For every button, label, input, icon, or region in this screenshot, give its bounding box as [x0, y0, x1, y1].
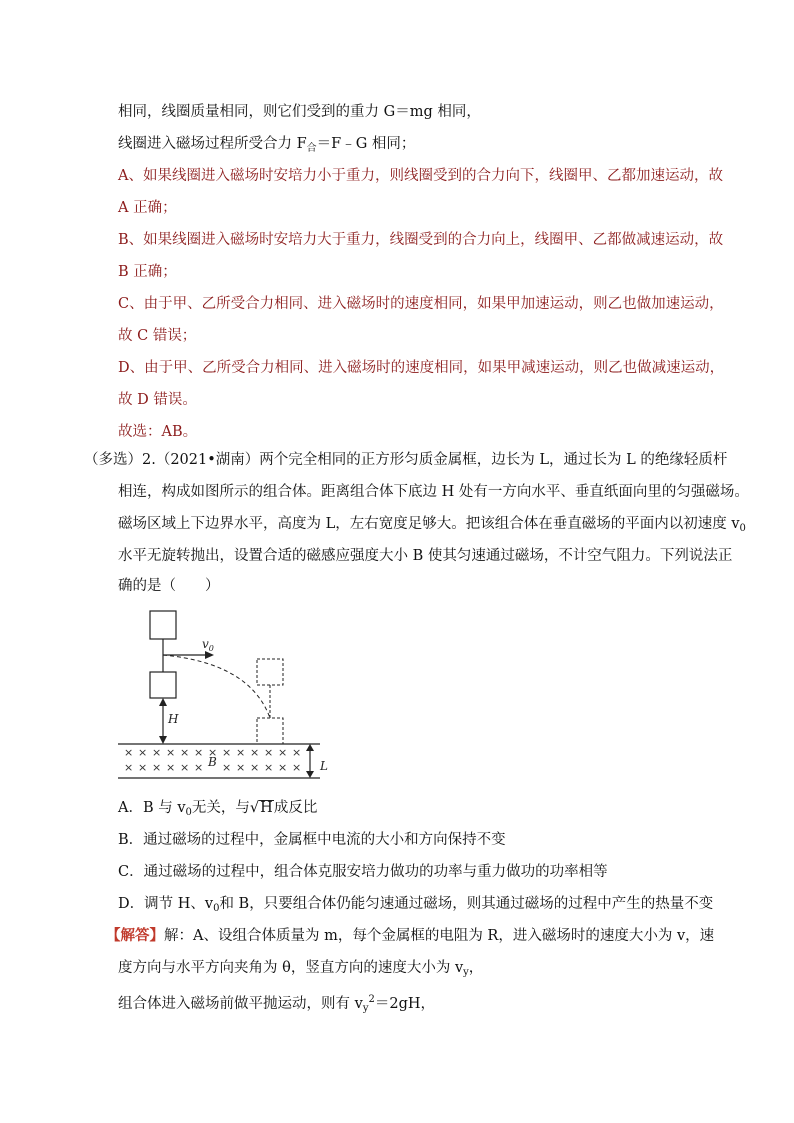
- field-cross: ×: [278, 761, 288, 774]
- lower-metal-frame: [150, 672, 176, 698]
- solution-line: 相同，线圈质量相同，则它们受到的重力 G＝mg 相同，: [118, 104, 481, 120]
- field-cross: ×: [250, 746, 260, 759]
- field-cross: ×: [208, 746, 218, 759]
- solution-line: A 正确；: [118, 200, 177, 216]
- solution-line: C、由于甲、乙所受合力相同、进入磁场时的速度相同，如果甲加速运动，则乙也做加速运动，: [118, 296, 724, 312]
- solution-line: B 正确；: [118, 264, 177, 280]
- solution-line: D、由于甲、乙所受合力相同、进入磁场时的速度相同，如果甲减速运动，则乙也做减速运动，: [118, 360, 725, 376]
- field-cross: ×: [264, 746, 274, 759]
- question-line: （多选）2.（2021•湖南）两个完全相同的正方形匀质金属框，边长为 L，通过长为 L 的绝缘轻质杆: [84, 452, 728, 468]
- field-cross: ×: [152, 761, 162, 774]
- question-line: 确的是（ ）: [118, 578, 220, 594]
- option-c: C．通过磁场的过程中，组合体克服安培力做功的功率与重力做功的功率相等: [118, 864, 608, 880]
- upper-metal-frame: [150, 611, 176, 639]
- question-line: 磁场区域上下边界水平，高度为 L，左右宽度足够大。把该组合体在垂直磁场的平面内以初速度 $v_0$: [118, 516, 746, 534]
- physics-diagram: [110, 605, 340, 785]
- b-label: B: [208, 755, 217, 769]
- option-b: B．通过磁场的过程中，金属框中电流的大小和方向保持不变: [118, 832, 506, 848]
- solution-line: 故 C 错误；: [118, 328, 197, 344]
- answer-line: 【解答】解：A、设组合体质量为 m，每个金属框的电阻为 R，进入磁场时的速度大小为 v，速: [106, 927, 715, 944]
- solution-line: 线圈进入磁场过程所受合力 $F_合=F﹣G$ 相同；: [118, 136, 416, 154]
- h-label: H: [168, 712, 179, 726]
- field-cross: ×: [138, 761, 148, 774]
- field-cross: ×: [278, 746, 288, 759]
- field-cross: ×: [222, 761, 232, 774]
- dashed-upper-frame: [257, 659, 283, 685]
- field-cross: ×: [138, 746, 148, 759]
- dashed-lower-frame: [257, 718, 283, 744]
- field-cross: ×: [166, 761, 176, 774]
- field-cross: ×: [292, 746, 302, 759]
- field-cross: ×: [292, 761, 302, 774]
- trajectory-curve: [163, 655, 270, 718]
- field-cross: ×: [194, 761, 204, 774]
- question-line: 水平无旋转抛出，设置合适的磁感应强度大小 B 使其匀速通过磁场，不计空气阻力。下列说法正: [118, 548, 733, 564]
- field-cross: ×: [124, 746, 134, 759]
- v0-label: $v_0$: [202, 637, 214, 653]
- answer-line: 组合体进入磁场前做平抛运动，则有 $v_y^2=2gH$，: [118, 994, 435, 1014]
- question-line: 相连，构成如图所示的组合体。距离组合体下底边 H 处有一方向水平、垂直纸面向里的匀强磁场。: [118, 484, 749, 500]
- answer-tag: 【解答】: [106, 927, 164, 944]
- field-cross: ×: [180, 746, 190, 759]
- field-cross: ×: [250, 761, 260, 774]
- field-cross: ×: [194, 746, 204, 759]
- solution-line: B、如果线圈进入磁场时安培力大于重力，线圈受到的合力向上，线圈甲、乙都做减速运动，故: [118, 232, 724, 248]
- field-cross: ×: [152, 746, 162, 759]
- option-a: A．B 与 $v_0$无关，与√H成反比: [118, 800, 318, 818]
- field-cross: ×: [180, 761, 190, 774]
- option-d: D．调节 H、$v_0$和 B，只要组合体仍能匀速通过磁场，则其通过磁场的过程中产生的热量不变: [118, 896, 714, 914]
- l-label: L: [320, 759, 328, 773]
- field-cross: ×: [236, 746, 246, 759]
- solution-line: A、如果线圈进入磁场时安培力小于重力，则线圈受到的合力向下，线圈甲、乙都加速运动，故: [118, 168, 723, 184]
- solution-line: 故选：AB。: [118, 424, 198, 440]
- field-cross: ×: [236, 761, 246, 774]
- field-cross: ×: [124, 761, 134, 774]
- solution-line: 故 D 错误。: [118, 392, 197, 408]
- field-cross: ×: [166, 746, 176, 759]
- answer-line: 度方向与水平方向夹角为 θ，竖直方向的速度大小为 $v_y$，: [118, 960, 484, 978]
- field-cross: ×: [222, 746, 232, 759]
- field-cross: ×: [264, 761, 274, 774]
